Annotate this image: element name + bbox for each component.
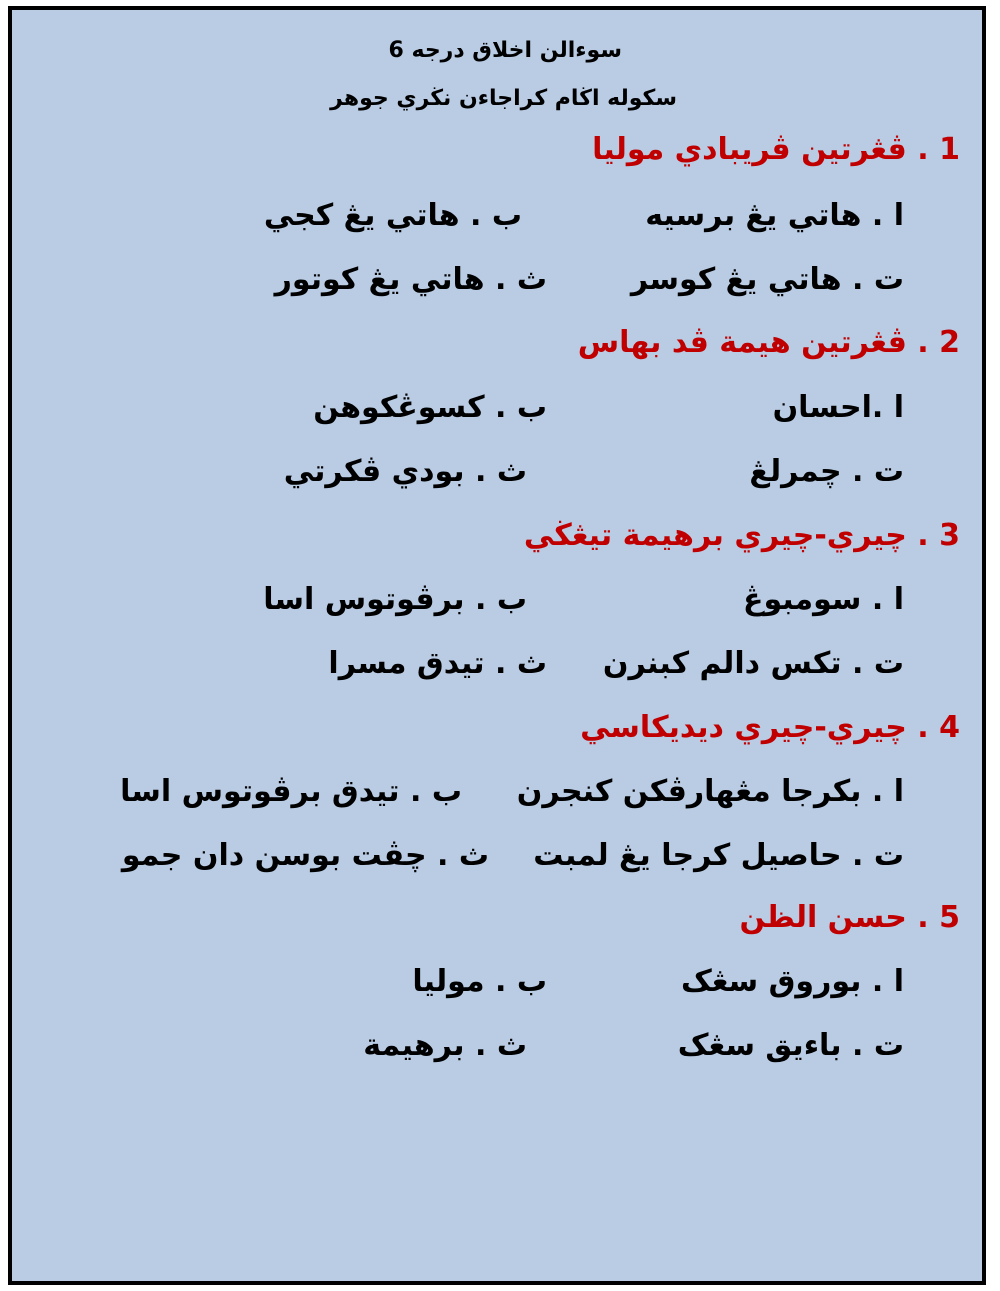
worksheet-title: سوءالن اخلاق درجه 6 [388, 38, 622, 63]
question-1: 1 . ڤڠرتين ڤريبادي موليا [592, 132, 960, 167]
q2-option-c: ت . چمرلڠ [749, 454, 904, 489]
q3-option-a: ا . سومبوڠ [742, 582, 904, 617]
q1-option-b: ب . هاتي يڠ کجي [263, 198, 522, 233]
q2-option-d: ث . بودي ڤکرتي [283, 454, 527, 489]
question-2: 2 . ڤڠرتين هيمة ڤد بهاس [577, 325, 960, 360]
q2-option-a: ا .احسان [772, 390, 904, 425]
school-name: سکوله اڬام کراجاءن نڬري جوهر [330, 86, 677, 111]
q5-option-c: ت . باءيق سڠک [677, 1028, 904, 1063]
question-5: 5 . حسن الظن [739, 900, 960, 935]
q4-option-a: ا . بکرجا مڠهارڤکن کنجرن [516, 774, 904, 809]
q1-option-d: ث . هاتي يڠ کوتور [274, 262, 547, 297]
q1-option-a: ا . هاتي يڠ برسيه [645, 198, 904, 233]
q4-option-c: ت . حاصيل کرجا يڠ لمبت [533, 838, 904, 873]
question-3: 3 . چيري-چيري برهيمة تيڠڬي [523, 518, 960, 553]
worksheet [8, 6, 986, 1285]
q1-option-c: ت . هاتي يڠ کوسر [630, 262, 904, 297]
q2-option-b: ب . کسوڠکوهن [313, 390, 547, 425]
q5-option-b: ب . موليا [412, 964, 547, 999]
q4-option-d: ث . چڤت بوسن دان جمو [121, 838, 489, 873]
q3-option-b: ب . برڤوتوس اسا [263, 582, 527, 617]
q5-option-a: ا . بوروق سڠک [681, 964, 904, 999]
q4-option-b: ب . تيدق برڤوتوس اسا [120, 774, 462, 809]
q5-option-d: ث . برهيمة [363, 1028, 527, 1063]
question-4: 4 . چيري-چيري ديديکاسي [580, 710, 960, 745]
q3-option-d: ث . تيدق مسرا [328, 646, 547, 681]
q3-option-c: ت . تکس دالم کبنرن [602, 646, 904, 681]
